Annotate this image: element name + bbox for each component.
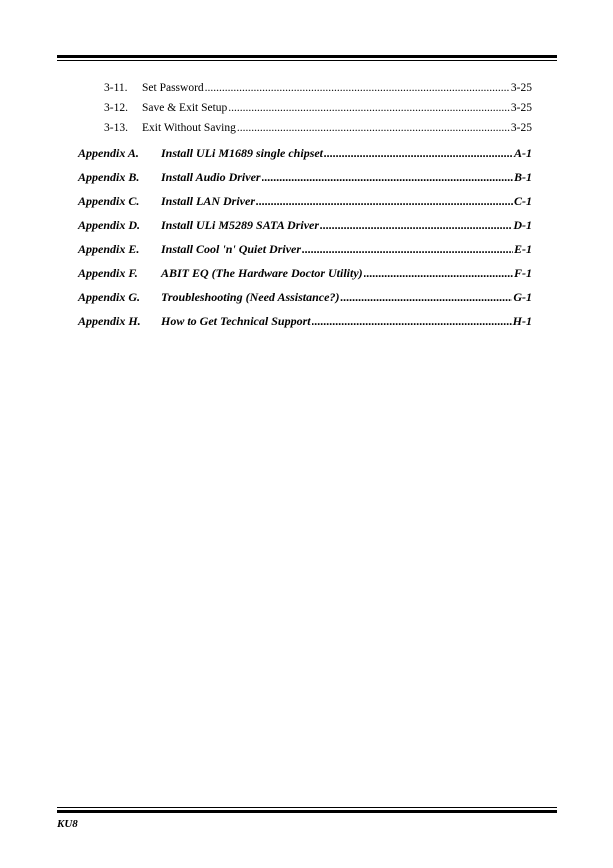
toc-entry-page: 3-25 <box>510 82 532 94</box>
appendix-title: Install Audio Driver <box>161 170 261 184</box>
appendix-page: A-1 <box>514 146 532 160</box>
appendix-title: How to Get Technical Support <box>161 314 311 328</box>
toc-appendix-a[interactable] <box>78 146 532 161</box>
dot-leader <box>205 82 510 94</box>
appendix-title: Troubleshooting (Need Assistance?) <box>161 290 340 304</box>
appendix-label: Appendix F. <box>78 266 138 280</box>
appendix-title: ABIT EQ (The Hardware Doctor Utility) <box>161 266 363 280</box>
toc-appendix-d[interactable] <box>78 218 532 233</box>
toc-entry-page: 3-25 <box>510 102 532 114</box>
appendix-label: Appendix H. <box>78 314 141 328</box>
footer-model-label: KU8 <box>57 818 78 830</box>
toc-entry-number: 3-12. <box>104 102 128 114</box>
appendix-page: D-1 <box>513 218 532 232</box>
toc-entry-page: 3-25 <box>510 122 532 134</box>
dot-leader <box>262 170 513 185</box>
toc-appendix-b[interactable] <box>78 170 532 185</box>
appendix-label: Appendix C. <box>78 194 140 208</box>
dot-leader <box>324 146 513 161</box>
toc-entry-number: 3-13. <box>104 122 128 134</box>
toc-appendix-g[interactable] <box>78 290 532 305</box>
toc-entry-title: Exit Without Saving <box>142 122 236 134</box>
appendix-page: B-1 <box>514 170 532 184</box>
footer-rule <box>57 807 557 813</box>
header-rule <box>57 55 557 61</box>
dot-leader <box>312 314 512 329</box>
toc-entry-3-13[interactable] <box>104 122 532 134</box>
appendix-page: F-1 <box>514 266 532 280</box>
appendix-title: Install ULi M5289 SATA Driver <box>161 218 320 232</box>
toc-entry-title: Set Password <box>142 82 204 94</box>
toc-appendix-e[interactable] <box>78 242 532 257</box>
appendix-label: Appendix D. <box>78 218 141 232</box>
toc-entry-title: Save & Exit Setup <box>142 102 228 114</box>
appendix-title: Install LAN Driver <box>161 194 256 208</box>
toc-entry-number: 3-11. <box>104 82 128 94</box>
dot-leader <box>340 290 512 305</box>
appendix-label: Appendix E. <box>78 242 140 256</box>
footer-rule-thick <box>57 810 557 813</box>
toc-appendix-h[interactable] <box>78 314 532 329</box>
dot-leader <box>237 122 510 134</box>
appendix-page: C-1 <box>514 194 532 208</box>
appendix-page: H-1 <box>512 314 532 328</box>
header-rule-thin <box>57 60 557 61</box>
appendix-label: Appendix B. <box>78 170 140 184</box>
dot-leader <box>364 266 513 281</box>
dot-leader <box>228 102 510 114</box>
appendix-page: G-1 <box>513 290 532 304</box>
appendix-label: Appendix G. <box>78 290 141 304</box>
appendix-title: Install Cool 'n' Quiet Driver <box>161 242 302 256</box>
appendix-page: E-1 <box>514 242 532 256</box>
appendix-title: Install ULi M1689 single chipset <box>161 146 324 160</box>
header-rule-thick <box>57 55 557 58</box>
dot-leader <box>320 218 512 233</box>
dot-leader <box>302 242 513 257</box>
footer-rule-thin <box>57 807 557 808</box>
toc-appendix-c[interactable] <box>78 194 532 209</box>
dot-leader <box>256 194 513 209</box>
toc-appendix-f[interactable] <box>78 266 532 281</box>
toc-entry-3-12[interactable] <box>104 102 532 114</box>
appendix-label: Appendix A. <box>78 146 139 160</box>
toc-entry-3-11[interactable] <box>104 82 532 94</box>
